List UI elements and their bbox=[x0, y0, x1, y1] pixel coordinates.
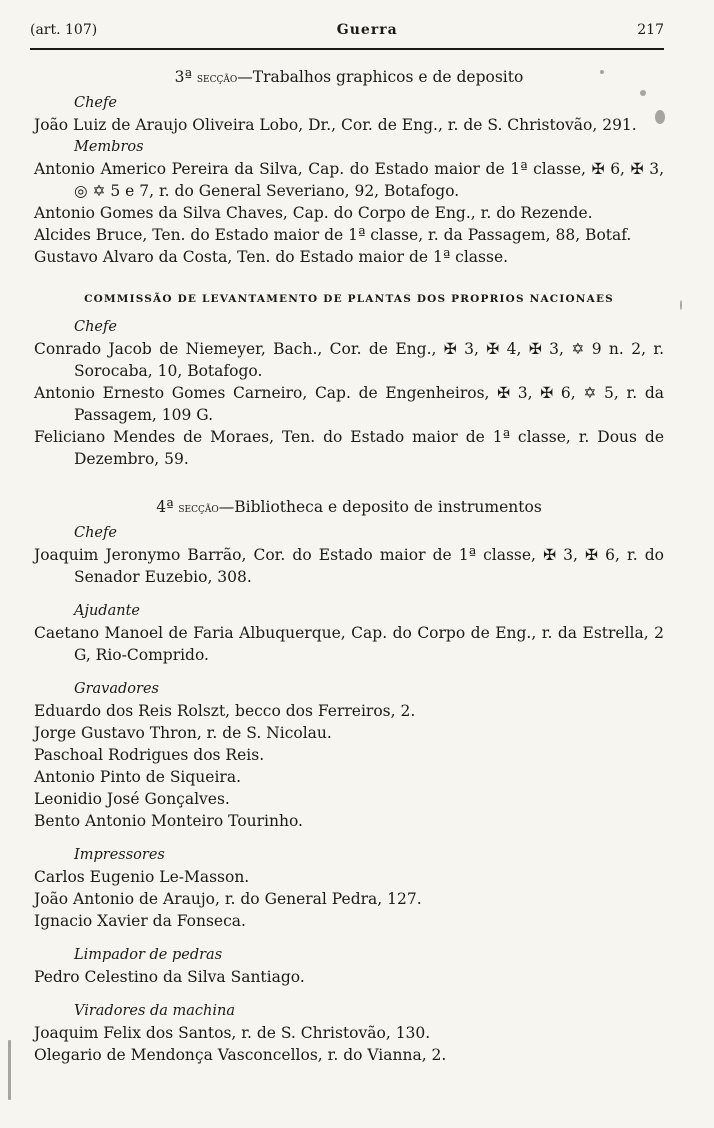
group-label: Chefe bbox=[74, 525, 117, 541]
staff-entry: Feliciano Mendes de Moraes, Ten. do Estado maior de 1ª classe, r. Dous de Dezembro, 59. bbox=[34, 428, 664, 468]
section-title: —Trabalhos graphicos e de deposito bbox=[237, 68, 524, 86]
staff-entry: Caetano Manoel de Faria Albuquerque, Cap. do Corpo de Eng., r. da Estrella, 2 G, Rio-Comprido. bbox=[34, 624, 664, 664]
staff-entry: Jorge Gustavo Thron, r. de S. Nicolau. bbox=[34, 724, 332, 742]
staff-entry: Antonio Ernesto Gomes Carneiro, Cap. de Engenheiros, ✠ 3, ✠ 6, ✡ 5, r. da Passagem, 109 G. bbox=[34, 384, 664, 424]
group-label: Limpador de pedras bbox=[74, 947, 223, 963]
header-rule bbox=[30, 48, 664, 50]
spacer bbox=[34, 666, 664, 678]
staff-entry: Joaquim Felix dos Santos, r. de S. Christovão, 130. bbox=[34, 1024, 431, 1042]
staff-entry: Conrado Jacob de Niemeyer, Bach., Cor. de Eng., ✠ 3, ✠ 4, ✠ 3, ✡ 9 n. 2, r. Sorocaba, 10, Botafogo. bbox=[34, 340, 664, 380]
spacer bbox=[34, 588, 664, 600]
section-title: —Bibliotheca e deposito de instrumentos bbox=[218, 498, 542, 516]
group-label: Viradores da machina bbox=[74, 1003, 236, 1019]
section-3-heading bbox=[34, 66, 664, 90]
staff-entry: Bento Antonio Monteiro Tourinho. bbox=[34, 812, 303, 830]
print-speck bbox=[640, 90, 646, 96]
staff-entry: Antonio Pinto de Siqueira. bbox=[34, 768, 242, 786]
staff-entry: Paschoal Rodrigues dos Reis. bbox=[34, 746, 265, 764]
staff-entry: Leonidio José Gonçalves. bbox=[34, 790, 230, 808]
print-speck bbox=[8, 1040, 11, 1100]
spacer bbox=[34, 832, 664, 844]
staff-entry: João Antonio de Araujo, r. do General Pedra, 127. bbox=[34, 890, 422, 908]
staff-entry: João Luiz de Araujo Oliveira Lobo, Dr., Cor. de Eng., r. de S. Christovão, 291. bbox=[34, 116, 637, 134]
staff-entry: Joaquim Jeronymo Barrão, Cor. do Estado maior de 1ª classe, ✠ 3, ✠ 6, r. do Senador Euzebio, 308. bbox=[34, 546, 664, 586]
page-header bbox=[30, 22, 664, 44]
staff-entry: Olegario de Mendonça Vasconcellos, r. do Vianna, 2. bbox=[34, 1046, 447, 1064]
staff-entry: Eduardo dos Reis Rolszt, becco dos Ferreiros, 2. bbox=[34, 702, 416, 720]
group-label: Ajudante bbox=[74, 603, 140, 619]
group-label: Impressores bbox=[74, 847, 165, 863]
group-label: Chefe bbox=[74, 319, 117, 335]
staff-entry: Carlos Eugenio Le-Masson. bbox=[34, 868, 250, 886]
section-number: 3ª bbox=[174, 68, 192, 86]
spacer bbox=[34, 988, 664, 1000]
print-speck bbox=[680, 300, 682, 310]
staff-entry: Ignacio Xavier da Fonseca. bbox=[34, 912, 246, 930]
commission-heading: COMMISSÃO DE LEVANTAMENTO DE PLANTAS DOS PROPRIOS NACIONAES bbox=[84, 293, 614, 305]
header-page-number: 217 bbox=[637, 22, 664, 38]
staff-entry: Antonio Gomes da Silva Chaves, Cap. do Corpo de Eng., r. do Rezende. bbox=[34, 204, 593, 222]
staff-entry: Pedro Celestino da Silva Santiago. bbox=[34, 968, 305, 986]
section-4-heading bbox=[34, 496, 664, 520]
page-content bbox=[34, 66, 664, 1066]
print-speck bbox=[600, 70, 604, 74]
staff-entry: Gustavo Alvaro da Costa, Ten. do Estado maior de 1ª classe. bbox=[34, 248, 509, 266]
staff-entry: Antonio Americo Pereira da Silva, Cap. do Estado maior de 1ª classe, ✠ 6, ✠ 3, ◎ ✡ 5 e 7, r. do General Severiano, 92, Botafogo. bbox=[34, 160, 664, 200]
group-label: Chefe bbox=[74, 95, 117, 111]
section-word: secção bbox=[178, 501, 219, 516]
staff-entry: Alcides Bruce, Ten. do Estado maior de 1ª classe, r. da Passagem, 88, Botaf. bbox=[34, 226, 632, 244]
group-label: Membros bbox=[74, 139, 144, 155]
section-number: 4ª bbox=[156, 498, 174, 516]
spacer bbox=[34, 932, 664, 944]
group-label: Gravadores bbox=[74, 681, 159, 697]
section-word: secção bbox=[196, 71, 238, 86]
header-article-ref: (art. 107) bbox=[30, 22, 98, 38]
header-title: Guerra bbox=[336, 22, 398, 38]
print-speck bbox=[655, 110, 665, 124]
spacer bbox=[34, 470, 664, 496]
